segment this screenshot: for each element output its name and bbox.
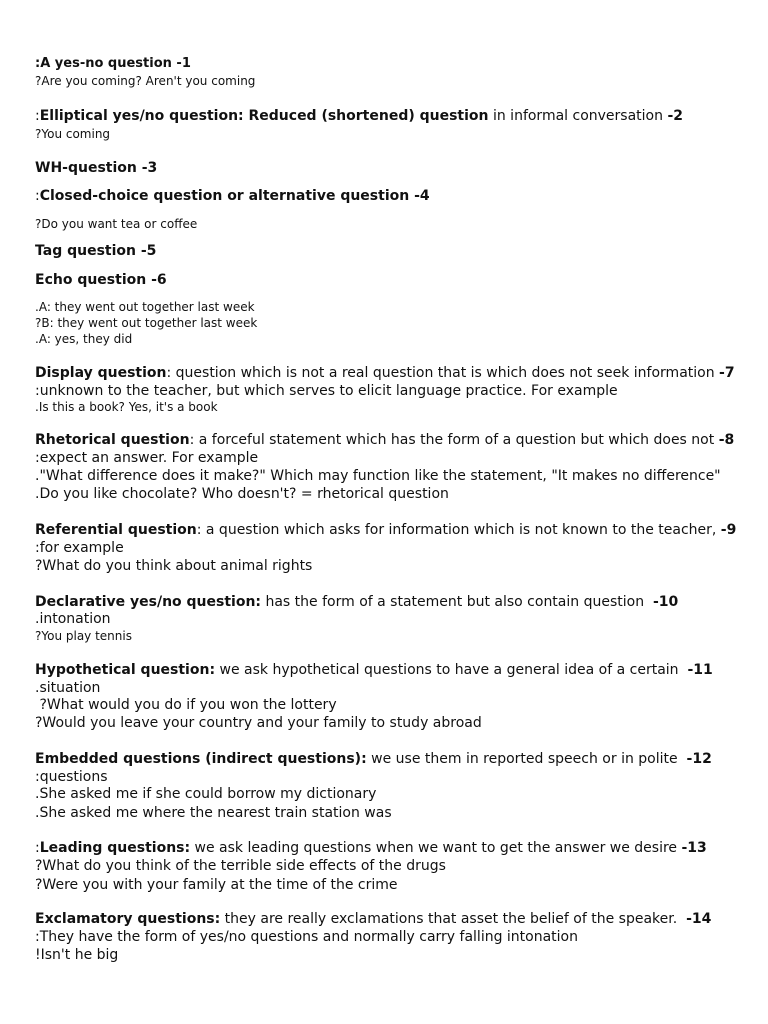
item-7-line-2: :unknown to the teacher, but which serves to elicit language practice. For example (35, 383, 618, 399)
item-9-line-3: ?What do you think about animal rights (35, 558, 313, 574)
item-7-heading: Display question: question which is not a real question that is which does not seek information -7 (35, 365, 735, 381)
item-6-example-2: ?B: they went out together last week (35, 316, 258, 330)
item-10-line-2: .intonation (35, 611, 111, 627)
item-12-line-2: :questions (35, 769, 108, 785)
item-6-heading: Echo question -6 (35, 272, 167, 288)
item-11-line-4: ?Would you leave your country and your family to study abroad (35, 715, 482, 731)
item-10-heading: Declarative yes/no question: has the form of a statement but also contain question -10 (35, 594, 679, 610)
item-14-line-2: :They have the form of yes/no questions and normally carry falling intonation (35, 929, 578, 945)
item-12-line-3: .She asked me if she could borrow my dictionary (35, 786, 377, 802)
item-6-example-3: .A: yes, they did (35, 332, 133, 346)
item-11-heading: Hypothetical question: we ask hypothetical questions to have a general idea of a certain -11 (35, 662, 713, 678)
item-8-line-4: .Do you like chocolate? Who doesn't? = rhetorical question (35, 486, 449, 502)
item-12-line-4: .She asked me where the nearest train station was (35, 805, 392, 821)
item-1-example: ?Are you coming? Aren't you coming (35, 74, 256, 88)
item-9-heading: Referential question: a question which asks for information which is not known to the teacher, -9 (35, 522, 737, 538)
item-13-line-2: ?What do you think of the terrible side effects of the drugs (35, 858, 446, 874)
item-6-example-1: .A: they went out together last week (35, 300, 255, 314)
item-8-line-2: :expect an answer. For example (35, 450, 259, 466)
item-11-line-3: ?What would you do if you won the lottery (35, 697, 337, 713)
item-7-example: .Is this a book? Yes, it's a book (35, 400, 218, 414)
item-14-line-3: !Isn't he big (35, 947, 119, 963)
item-14-heading: Exclamatory questions: they are really exclamations that asset the belief of the speaker. -14 (35, 911, 712, 927)
item-4-example: ?Do you want tea or coffee (35, 217, 198, 231)
item-9-line-2: :for example (35, 540, 124, 556)
item-2-heading: :Elliptical yes/no question: Reduced (shortened) question in informal conversation -2 (35, 108, 683, 124)
item-2-example: ?You coming (35, 127, 111, 141)
item-5-heading: Tag question -5 (35, 243, 157, 259)
item-11-line-2: .situation (35, 680, 101, 696)
item-10-example: ?You play tennis (35, 629, 132, 643)
item-4-heading: :Closed-choice question or alternative question -4 (35, 188, 430, 204)
item-13-heading: :Leading questions: we ask leading questions when we want to get the answer we desire -13 (35, 840, 707, 856)
item-13-line-3: ?Were you with your family at the time of the crime (35, 877, 398, 893)
item-1-heading: :A yes-no question -1 (35, 56, 191, 71)
item-8-heading: Rhetorical question: a forceful statement which has the form of a question but which does not -8 (35, 432, 735, 448)
item-3-heading: WH-question -3 (35, 160, 158, 176)
item-8-line-3: ."What difference does it make?" Which may function like the statement, "It makes no difference" (35, 468, 721, 484)
item-12-heading: Embedded questions (indirect questions): we use them in reported speech or in polite -12 (35, 751, 712, 767)
